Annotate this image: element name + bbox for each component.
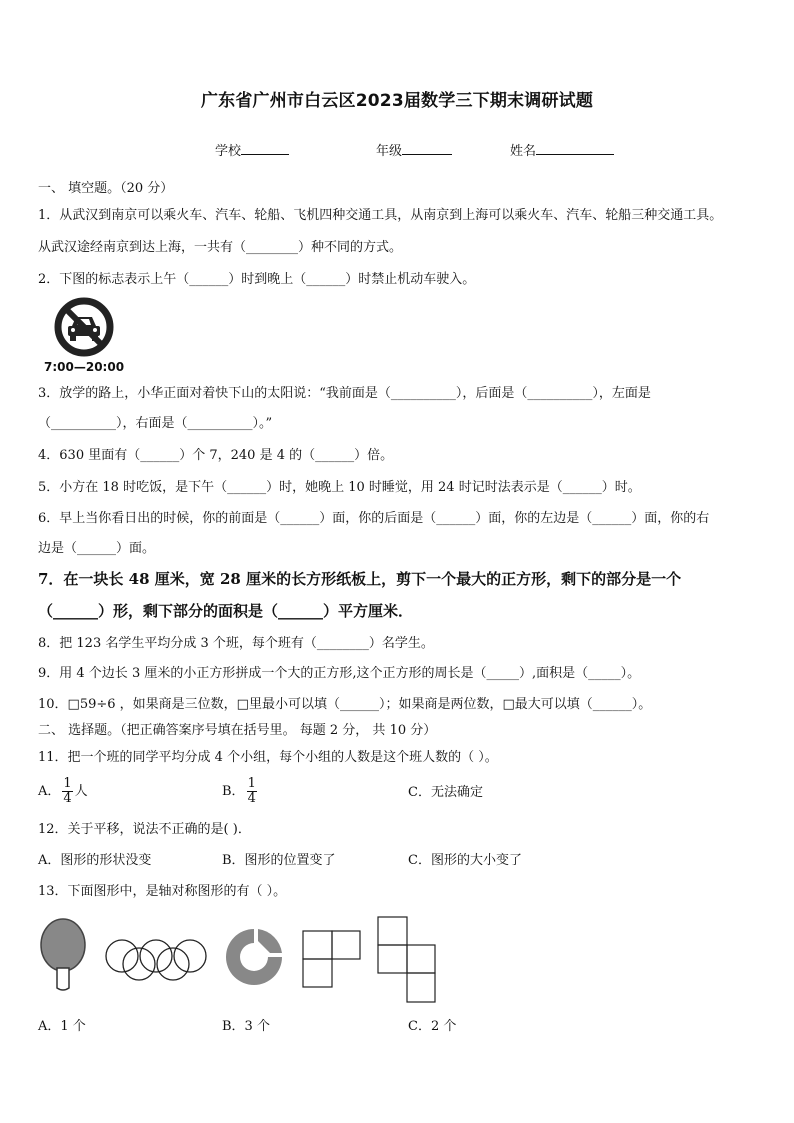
question-7-line-2: （______）形，剩下部分的面积是（______）平方厘米． (38, 602, 414, 620)
question-13-option-c: C．2 个 (408, 1019, 457, 1034)
grade-label: 年级 (376, 144, 403, 159)
question-2: 2．下图的标志表示上午（______）时到晚上（______）时禁止机动车驶入。 (38, 272, 476, 287)
question-12-option-a: A．图形的形状没变 (38, 853, 152, 868)
section-choice-heading: 二、 选择题。（把正确答案序号填在括号里。 每题 2 分， 共 10 分） (38, 723, 437, 738)
sign-time-caption: 7:00—20:00 (44, 360, 125, 374)
question-12-option-c: C．图形的大小变了 (408, 853, 522, 868)
question-13: 13．下面图形中，是轴对称图形的有（ ）。 (38, 884, 287, 899)
question-11: 11．把一个班的同学平均分成 4 个小组，每个小组的人数是这个班人数的（ ）。 (38, 750, 498, 765)
question-13-option-a: A．1 个 (38, 1019, 86, 1034)
fraction-one-quarter: $\frac{1}{4}$ (63, 776, 72, 806)
school-label: 学校 (215, 144, 242, 159)
page-title: 广东省广州市白云区2023届数学三下期末调研试题 (200, 91, 594, 111)
question-6-line-2: 边是（______）面。 (38, 541, 156, 556)
section-fill-blank-heading: 一、 填空题。（20 分） (38, 181, 174, 196)
question-9: 9．用 4 个边长 3 厘米的小正方形拼成一个大的正方形,这个正方形的周长是（_____）,面积是（_____）。 (38, 666, 641, 681)
question-11-option-b (222, 777, 259, 806)
question-3-line-2: （__________），右面是（__________）。” (38, 416, 273, 431)
question-3-line-1: 3．放学的路上，小华正面对着快下山的太阳说：“我前面是（__________），后面是（__________），左面是 (38, 386, 651, 401)
l-shape-squares-icon (302, 930, 362, 988)
stepped-squares-icon (377, 916, 437, 1004)
school-blank (241, 141, 289, 155)
question-10: 10．□59÷6 ，如果商是三位数，□里最小可以填（______）；如果商是两位数，□最大可以填（______）。 (38, 697, 652, 712)
grade-blank (402, 141, 452, 155)
question-13-option-b: B．3 个 (222, 1019, 270, 1034)
name-label: 姓名 (510, 144, 537, 159)
no-motor-vehicle-sign-icon (51, 296, 117, 358)
question-11-option-c: C．无法确定 (408, 785, 483, 800)
question-12-option-b: B．图形的位置变了 (222, 853, 336, 868)
question-12: 12．关于平移，说法不正确的是( )． (38, 822, 251, 837)
name-blank (536, 141, 614, 155)
question-1-line-2: 从武汉途经南京到达上海，一共有（________）种不同的方式。 (38, 240, 403, 255)
question-11-option-a (38, 777, 88, 806)
bank-logo-icon (222, 925, 286, 989)
name-field (510, 140, 614, 159)
fraction-one-quarter-b: $\frac{1}{4}$ (247, 776, 256, 806)
question-6-line-1: 6．早上当你看日出的时候，你的前面是（______）面，你的后面是（______）面，你的左边是（______）面，你的右 (38, 511, 710, 526)
school-field (215, 140, 289, 159)
option-a-label: A． (38, 784, 61, 799)
option-b-label: B． (222, 784, 245, 799)
olympic-rings-icon (104, 936, 210, 982)
grade-field (376, 140, 452, 159)
question-7-line-1: 7．在一块长 48 厘米，宽 28 厘米的长方形纸板上，剪下一个最大的正方形，剩下的部分是一个 (38, 570, 682, 588)
question-8: 8．把 123 名学生平均分成 3 个班，每个班有（________）名学生。 (38, 636, 434, 651)
question-1-line-1: 1．从武汉到南京可以乘火车、汽车、轮船、飞机四种交通工具，从南京到上海可以乘火车、汽车、轮船三种交通工具。 (38, 208, 723, 223)
ping-pong-paddle-icon (38, 918, 90, 992)
option-a-unit: 人 (74, 784, 88, 799)
question-5: 5．小方在 18 时吃饭，是下午（______）时，她晚上 10 时睡觉，用 24 时记时法表示是（______）时。 (38, 480, 641, 495)
question-4: 4．630 里面有（______）个 7，240 是 4 的（______）倍。 (38, 448, 394, 463)
